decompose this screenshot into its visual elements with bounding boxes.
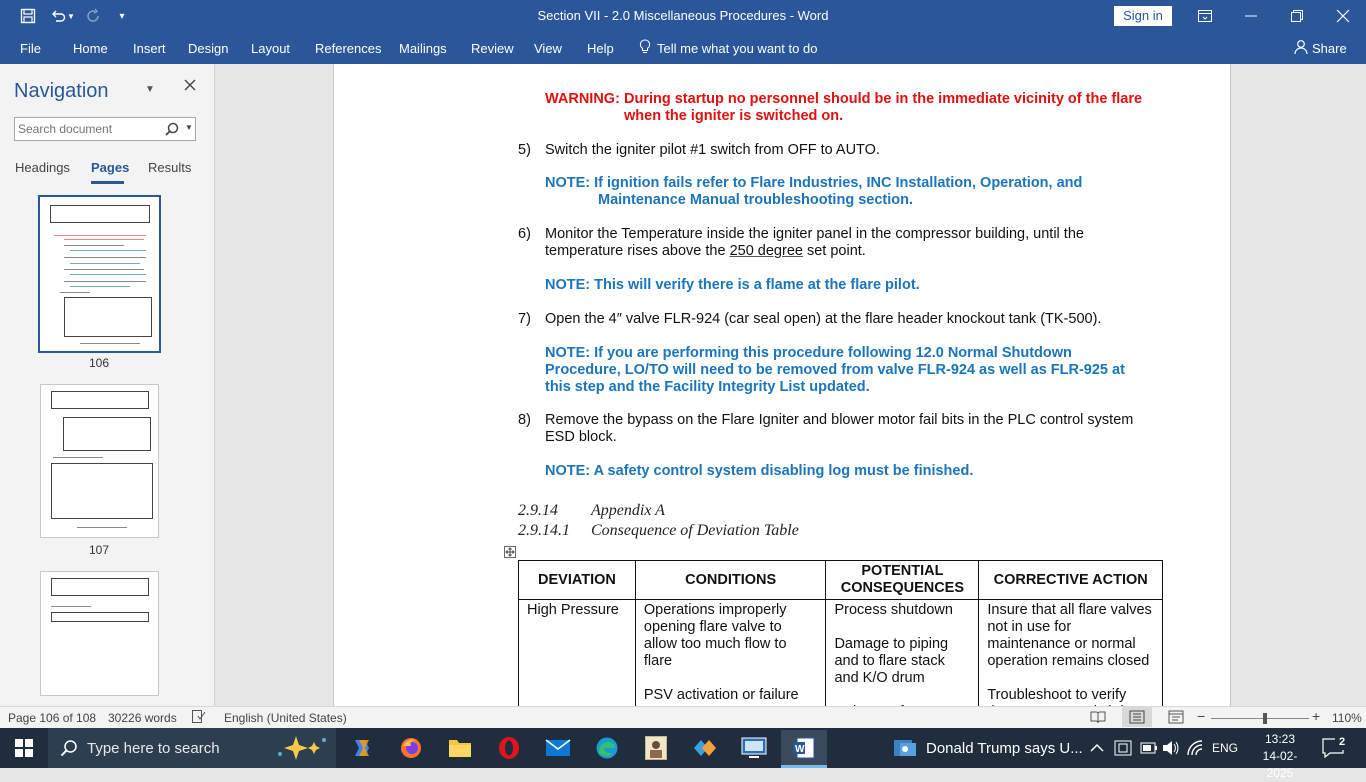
note-7-line3: this step and the Facility Integrity List updated.	[545, 379, 870, 395]
step-7-text: Open the 4″ valve FLR-924 (car seal open) at the flare header knockout tank (TK-500).	[545, 311, 1102, 327]
note-7-line1: NOTE: If you are performing this procedure following 12.0 Normal Shutdown	[545, 345, 1072, 361]
step-8-number: 8)	[518, 412, 531, 428]
zoom-out-button[interactable]: −	[1197, 708, 1206, 724]
step-6-line2-start: temperature rises above the	[545, 243, 730, 259]
tab-file[interactable]: File	[20, 41, 41, 56]
tab-review[interactable]: Review	[471, 41, 514, 56]
nav-options-icon[interactable]: ▼	[145, 84, 155, 95]
app-icon-monitor[interactable]	[738, 732, 770, 764]
nav-search-input[interactable]	[15, 118, 155, 140]
share-button[interactable]: Share	[1312, 41, 1347, 56]
taskbar-search-placeholder: Type here to search	[87, 739, 220, 757]
step-5-number: 5)	[518, 142, 531, 158]
customize-toolbar-icon[interactable]: ▾	[119, 10, 125, 22]
search-highlight-icon	[274, 734, 330, 762]
tab-insert[interactable]: Insert	[133, 41, 166, 56]
taskbar-search-box[interactable]	[48, 728, 336, 768]
nav-close-icon[interactable]	[184, 78, 196, 96]
note-5-line2: Maintenance Manual troubleshooting section.	[598, 192, 913, 208]
step-7-number: 7)	[518, 311, 531, 327]
warning-text-line1: During startup no personnel should be in the immediate vicinity of the flare	[624, 91, 1143, 107]
edge-icon[interactable]	[591, 732, 623, 764]
word-count[interactable]: 30226 words	[108, 711, 177, 725]
web-layout-icon[interactable]	[1168, 710, 1184, 727]
ribbon-display-options-icon[interactable]	[1182, 0, 1228, 32]
search-options-icon[interactable]: ▼	[185, 123, 193, 132]
navigation-title: Navigation	[14, 80, 109, 102]
heading-appendix-a: Appendix A	[591, 502, 665, 519]
windows-start-icon[interactable]	[8, 732, 40, 764]
file-explorer-icon[interactable]	[444, 732, 476, 764]
proofing-icon[interactable]	[192, 710, 206, 726]
ribbon-tabs	[0, 32, 1366, 64]
nav-tab-results[interactable]: Results	[148, 160, 192, 175]
document-area	[216, 64, 1366, 706]
note-7-line2: Procedure, LO/TO will need to be removed from valve FLR-924 as well as FLR-925 at	[545, 362, 1125, 378]
notifications-icon[interactable]	[1322, 728, 1344, 768]
conditions-item-2: PSV activation or failure	[643, 687, 799, 703]
table-cell-deviation: High Pressure	[519, 600, 636, 724]
step-6-underlined-text: 250 degree	[729, 243, 803, 259]
nav-tab-indicator	[91, 181, 124, 184]
status-bar	[0, 706, 1366, 728]
note-8: NOTE: A safety control system disabling log must be finished.	[545, 463, 974, 479]
firefox-icon[interactable]	[395, 732, 427, 764]
news-headline: Donald Trump says U...	[926, 739, 1083, 757]
tab-view[interactable]: View	[534, 41, 562, 56]
table-move-handle-icon[interactable]	[504, 546, 516, 558]
navigation-pane	[0, 64, 215, 706]
page-thumbnail-108[interactable]	[40, 571, 159, 696]
table-header-corrective-action: CORRECTIVE ACTION	[979, 561, 1163, 600]
undo-dropdown-icon[interactable]: ▼	[67, 11, 75, 21]
step-6-line1: Monitor the Temperature inside the igniter panel in the compressor building, until the	[545, 226, 1084, 242]
heading-2-9-14-1-number: 2.9.14.1	[518, 522, 570, 539]
close-icon[interactable]	[1320, 0, 1366, 32]
tab-layout[interactable]: Layout	[251, 41, 291, 56]
step-6-line2	[545, 243, 866, 260]
sign-in-button[interactable]: Sign in	[1114, 6, 1172, 26]
table-cell-corrective-action	[979, 600, 1163, 724]
table-row	[519, 600, 1163, 724]
zoom-slider-thumb[interactable]	[1263, 713, 1267, 724]
clock[interactable]	[1250, 731, 1310, 782]
tell-me-search[interactable]: Tell me what you want to do	[657, 41, 818, 56]
table-header-row	[519, 561, 1163, 600]
page-number-107: 107	[88, 543, 110, 557]
tab-mailings[interactable]: Mailings	[399, 41, 447, 56]
zoom-level[interactable]: 110%	[1332, 711, 1362, 725]
show-hidden-icons-icon[interactable]	[1090, 728, 1104, 768]
consequences-item-2: Damage to piping and to flare stack and K/O drum	[834, 636, 949, 686]
opera-icon[interactable]	[493, 732, 525, 764]
clock-time: 13:23	[1264, 732, 1296, 746]
notification-count: 2	[1335, 736, 1349, 750]
lightbulb-icon	[639, 39, 651, 58]
page-thumbnail-106[interactable]	[38, 195, 161, 353]
print-layout-icon[interactable]	[1122, 707, 1152, 727]
clock-date: 14-02-2025	[1262, 749, 1298, 780]
document-title: Section VII - 2.0 Miscellaneous Procedures - Word	[537, 8, 829, 23]
heading-2-9-14-number: 2.9.14	[518, 502, 558, 519]
consequences-item-1: Process shutdown	[834, 602, 953, 618]
heading-consequence-table: Consequence of Deviation Table	[591, 522, 799, 539]
input-language[interactable]: ENG	[1212, 741, 1239, 755]
read-mode-icon[interactable]	[1090, 710, 1106, 727]
conditions-item-1: Operations improperly opening flare valve to allow too much flow to flare	[643, 602, 787, 669]
table-header-conditions: CONDITIONS	[635, 561, 826, 600]
minimize-icon[interactable]	[1228, 0, 1274, 32]
page-number-106: 106	[88, 356, 110, 370]
mail-icon[interactable]	[542, 732, 574, 764]
tab-design[interactable]: Design	[188, 41, 229, 56]
zoom-slider[interactable]	[1211, 718, 1309, 719]
restore-icon[interactable]	[1274, 0, 1320, 32]
tab-home[interactable]: Home	[73, 41, 108, 56]
news-widget[interactable]	[893, 728, 1083, 768]
tab-references[interactable]: References	[315, 41, 382, 56]
step-5-text: Switch the igniter pilot #1 switch from OFF to AUTO.	[545, 142, 880, 158]
share-person-icon[interactable]	[1293, 39, 1309, 58]
table-cell-conditions	[635, 600, 826, 724]
nav-tab-headings[interactable]: Headings	[15, 160, 70, 175]
battery-icon[interactable]	[1140, 728, 1158, 768]
app-icon-diamond[interactable]	[689, 732, 721, 764]
table-cell-consequences	[826, 600, 979, 724]
step-8-line1: Remove the bypass on the Flare Igniter and blower motor fail bits in the PLC control system	[545, 412, 1134, 428]
step-6-number: 6)	[518, 226, 531, 242]
copilot-icon[interactable]	[346, 732, 378, 764]
nav-search-box[interactable]	[14, 117, 196, 141]
deviation-table	[518, 560, 1163, 724]
page-thumbnail-107[interactable]	[40, 384, 159, 538]
taskbar-search-icon	[60, 739, 78, 757]
page-count[interactable]: Page 106 of 108	[8, 711, 97, 725]
warning-label: WARNING:	[545, 91, 620, 107]
action-item-1: Insure that all flare valves not in use for maintenance or normal operation remains closed	[987, 602, 1152, 669]
table-header-deviation: DEVIATION	[519, 561, 636, 600]
app-icon-portrait[interactable]	[640, 732, 672, 764]
title-bar	[0, 0, 1366, 32]
step-8-line2: ESD block.	[545, 429, 617, 445]
search-icon[interactable]	[165, 122, 179, 141]
word-taskbar-icon[interactable]	[781, 730, 827, 766]
warning-text-line2: when the igniter is switched on.	[624, 108, 844, 124]
volume-icon[interactable]	[1162, 728, 1180, 768]
tray-app-icon[interactable]	[1114, 728, 1132, 768]
tab-help[interactable]: Help	[587, 41, 614, 56]
news-icon	[893, 737, 917, 759]
note-5-line1: NOTE: If ignition fails refer to Flare Industries, INC Installation, Operation, and	[545, 175, 1083, 191]
zoom-in-button[interactable]: +	[1312, 708, 1321, 724]
svg-text:W: W	[795, 744, 805, 755]
step-6-line2-end: set point.	[802, 243, 866, 259]
word-active-indicator	[781, 765, 827, 768]
note-6: NOTE: This will verify there is a flame at the flare pilot.	[545, 277, 920, 293]
action-item-2: Troubleshoot to verify	[987, 687, 1127, 703]
taskbar	[0, 728, 1366, 780]
document-page	[333, 64, 1231, 764]
network-icon[interactable]	[1187, 728, 1205, 768]
table-header-consequences: POTENTIAL CONSEQUENCES	[826, 561, 979, 600]
language-indicator[interactable]: English (United States)	[224, 711, 347, 725]
nav-tab-pages[interactable]: Pages	[91, 160, 130, 175]
